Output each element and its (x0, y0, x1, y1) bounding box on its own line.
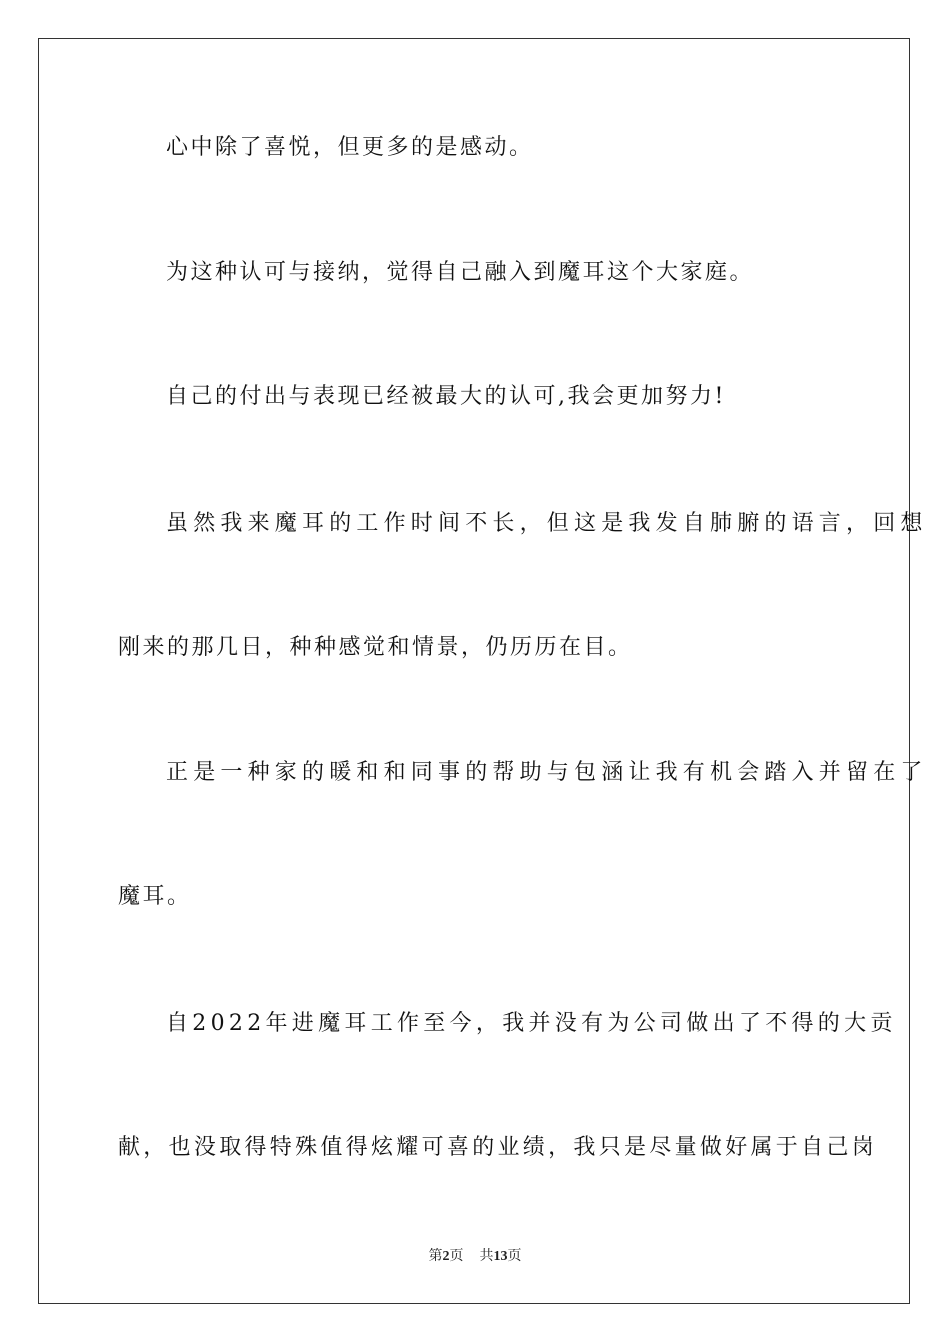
current-page-number: 2 (442, 1249, 450, 1264)
text-line-6: 正是一种家的暖和和同事的帮助与包涵让我有机会踏入并留在了 (166, 760, 928, 785)
page-label-suffix: 页 (449, 1249, 464, 1264)
total-label-suffix: 页 (507, 1249, 522, 1264)
text-line-2: 为这种认可与接纳，觉得自己融入到魔耳这个大家庭。 (166, 260, 755, 285)
total-label-prefix: 共 (479, 1249, 494, 1264)
page-border (38, 38, 928, 1304)
text-line-8: 自2022年进魔耳工作至今，我并没有为公司做出了不得的大贡 (166, 1011, 897, 1036)
page-footer (0, 1248, 950, 1266)
text-line-1: 心中除了喜悦，但更多的是感动。 (166, 135, 534, 160)
text-line-4: 虽然我来魔耳的工作时间不长，但这是我发自肺腑的语言，回想 (166, 511, 928, 536)
text-line-9: 献，也没取得特殊值得炫耀可喜的业绩，我只是尽量做好属于自己岗 (118, 1135, 878, 1160)
total-page-count: 13 (493, 1249, 508, 1264)
text-line-5: 刚来的那几日，种种感觉和情景，仍历历在目。 (118, 635, 633, 660)
text-line-7: 魔耳。 (118, 884, 192, 909)
page-label-prefix: 第 (428, 1249, 443, 1264)
text-line-3: 自己的付出与表现已经被最大的认可,我会更加努力! (166, 384, 726, 409)
